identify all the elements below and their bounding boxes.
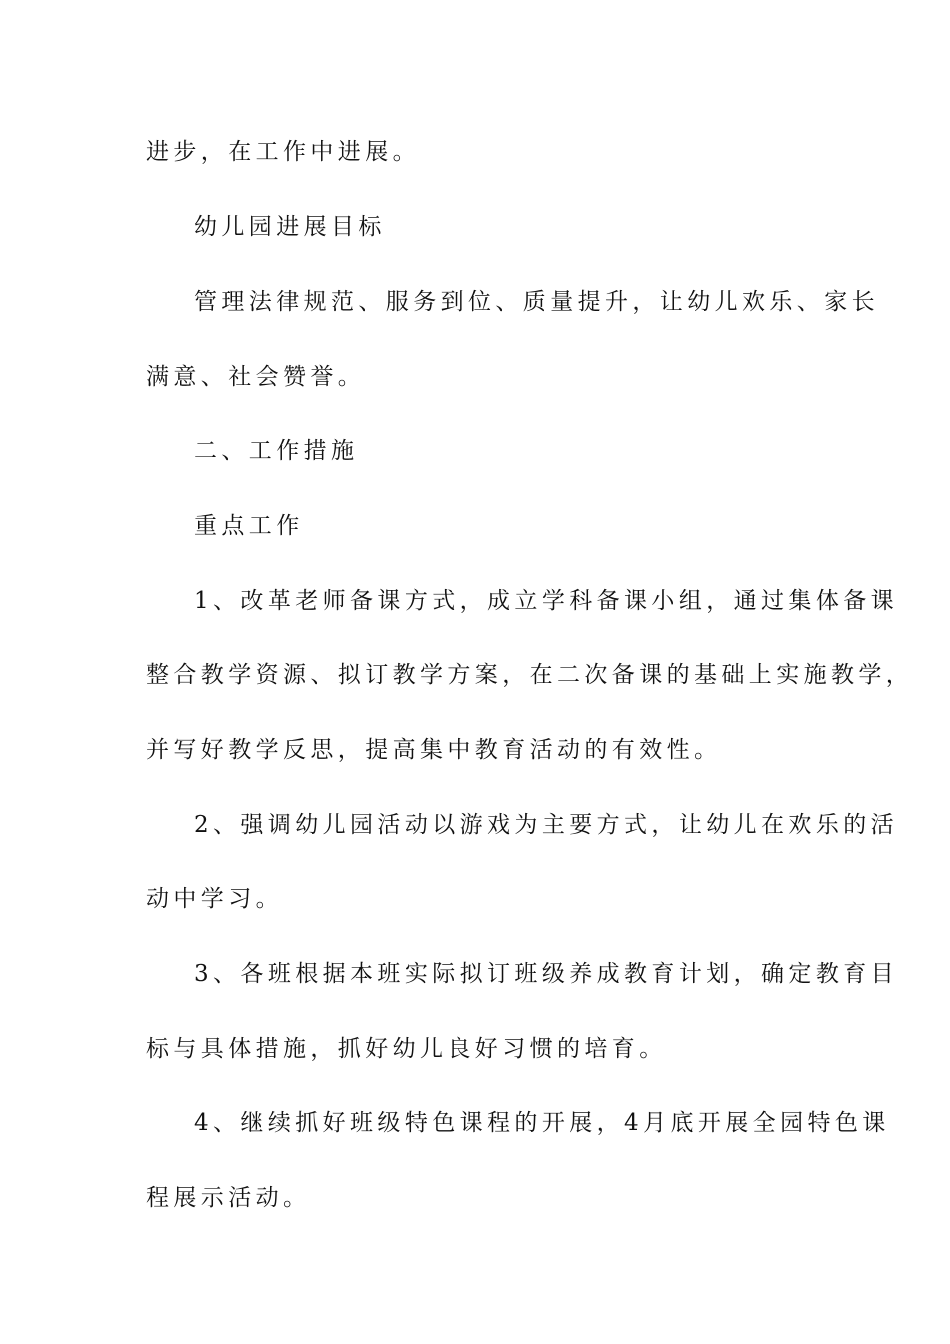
item-2-line-1: 2、强调幼儿园活动以游戏为主要方式，让幼儿在欢乐的活 bbox=[194, 812, 899, 838]
section-heading-work-measures: 二、工作措施 bbox=[194, 438, 359, 464]
item-3-line-1: 3、各班根据本班实际拟订班级养成教育计划，确定教育目 bbox=[194, 961, 899, 987]
goal-paragraph-line-1: 管理法律规范、服务到位、质量提升，让幼儿欢乐、家长 bbox=[194, 289, 879, 315]
item-4-line-2: 程展示活动。 bbox=[146, 1185, 311, 1211]
item-2-line-2: 动中学习。 bbox=[146, 886, 283, 912]
text-line-continuation: 进步，在工作中进展。 bbox=[146, 139, 420, 165]
subheading-key-work: 重点工作 bbox=[194, 513, 304, 539]
item-1-line-1: 1、改革老师备课方式，成立学科备课小组，通过集体备课 bbox=[194, 588, 899, 614]
item-1-line-3: 并写好教学反思，提高集中教育活动的有效性。 bbox=[146, 737, 722, 763]
item-4-line-1: 4、继续抓好班级特色课程的开展，4月底开展全园特色课 bbox=[194, 1110, 890, 1136]
section-heading-development-goal: 幼儿园进展目标 bbox=[194, 214, 386, 240]
item-3-line-2: 标与具体措施，抓好幼儿良好习惯的培育。 bbox=[146, 1036, 667, 1062]
item-1-line-2: 整合教学资源、拟订教学方案，在二次备课的基础上实施教学， bbox=[146, 662, 914, 688]
goal-paragraph-line-2: 满意、社会赞誉。 bbox=[146, 364, 366, 390]
